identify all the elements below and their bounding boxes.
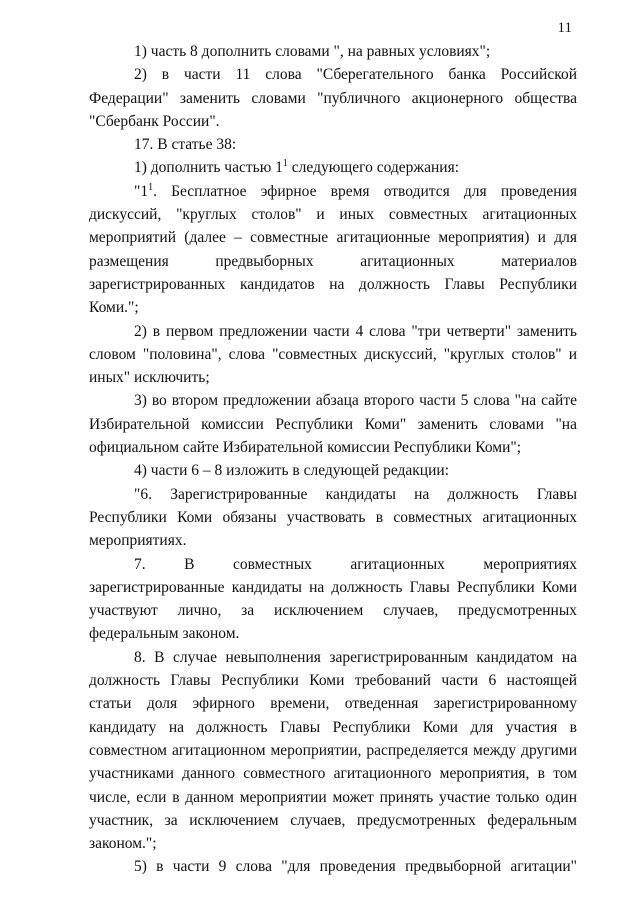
paragraph-7: 3) во втором предложении абзаца второго части 5 слова "на сайте Избирательной комиссии Республики Коми" заменить словами "на официальном сайте Избирательной комиссии Республики Коми"; — [89, 392, 577, 457]
article-heading: 17. В статье 38: — [134, 136, 237, 154]
paragraph-4-tail: следующего содержания: — [287, 159, 460, 177]
paragraph-11: 8. В случае невыполнения зарегистрированным кандидатом на должность Главы Республики Коми требований части 6 настоящей статьи доля эфирного времени, отведенная зарегистрированному кандидату на должность Главы Республики Коми для участия в совместном агитационном мероприятии, распределяется между другими участниками данного совместного агитационного мероприятия, в том числе, если в данном мероприятии может принять участие только один участник, за исключением случаев, предусмотренных федеральным законом."; — [89, 648, 577, 853]
document-body — [89, 40, 577, 879]
paragraph-4-text: 1) дополнить частью 1 — [134, 159, 283, 177]
paragraph-4 — [89, 156, 577, 179]
paragraph-5-text: "1 — [134, 182, 149, 200]
paragraph-1: 1) часть 8 дополнить словами ", на равных условиях"; — [134, 43, 491, 60]
paragraph-5-tail: . Бесплатное эфирное время отводится для проведения дискуссий, "круглых столов" и иных совместных агитационных мероприятий (далее – совместные агитационные мероприятия) и для размещения предвыборных агитационных материалов зарегистрированных кандидатов на должность Главы Республики Коми."; — [89, 182, 577, 317]
paragraph-8: 4) части 6 – 8 изложить в следующей редакции: — [134, 462, 449, 480]
paragraph-12: 5) в части 9 слова "для проведения предвыборной агитации" — [134, 858, 577, 876]
superscript: 1 — [148, 181, 154, 193]
paragraph-5 — [89, 180, 577, 320]
superscript: 1 — [282, 158, 288, 170]
paragraph-9: "6. Зарегистрированные кандидаты на должность Главы Республики Коми обязаны участвовать в совместных агитационных мероприятиях. — [89, 485, 577, 550]
paragraph-2: 2) в части 11 слова "Сберегательного банка Российской Федерации" заменить словами "публичного акционерного общества "Сбербанк России". — [89, 66, 577, 130]
paragraph-10: 7. В совместных агитационных мероприятиях зарегистрированные кандидаты на должность Главы Республики Коми участвуют лично, за исключением случаев, предусмотренных федеральным законом. — [89, 555, 577, 643]
page-number: 11 — [557, 20, 572, 36]
paragraph-6: 2) в первом предложении части 4 слова "три четверти" заменить словом "половина", слова "совместных дискуссий, "круглых столов" и иных" исключить; — [89, 322, 577, 387]
